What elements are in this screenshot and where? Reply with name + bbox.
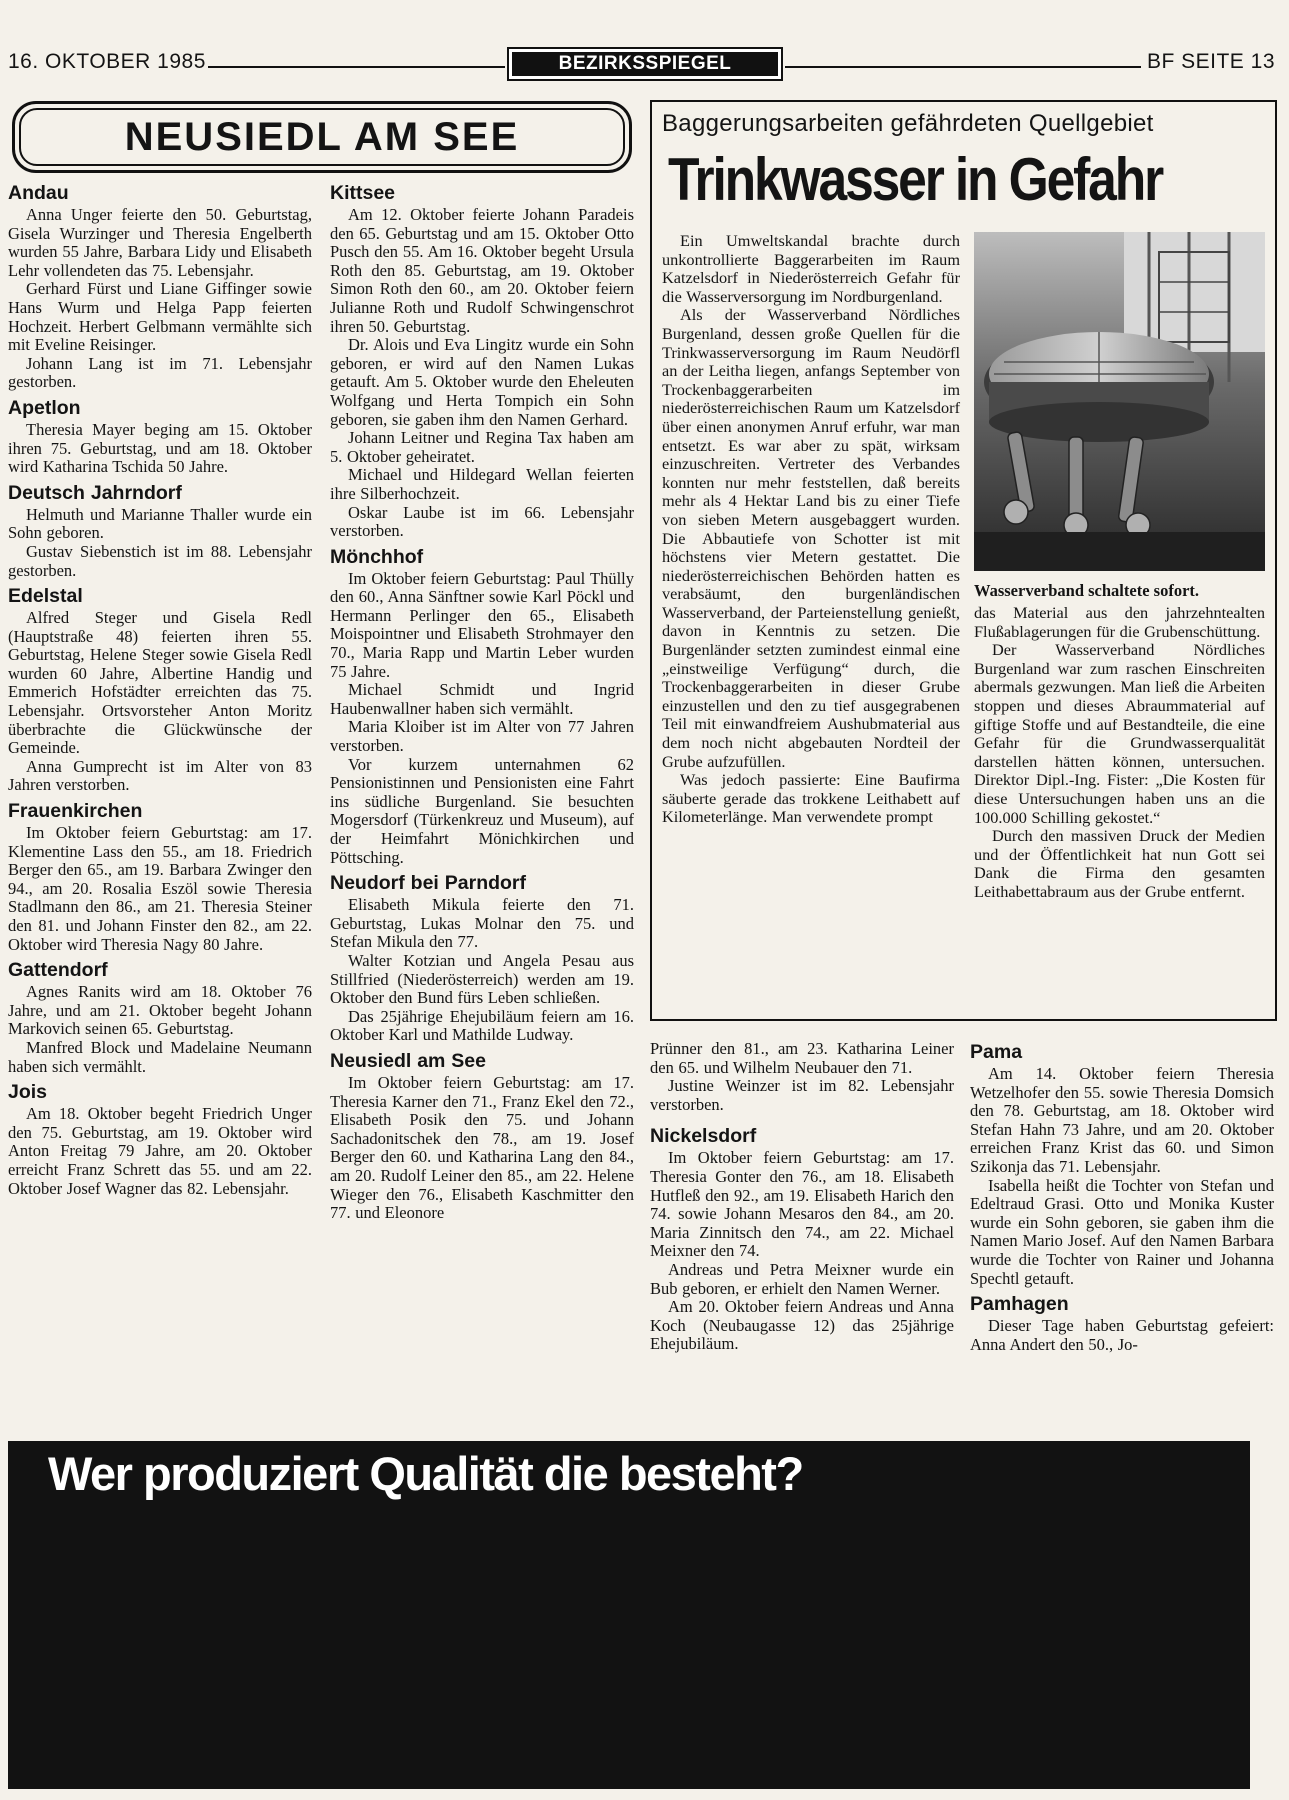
paragraph: Als der Wasserverband Nördliches Burgenland, dessen große Quellen für die Trinkwasserversorgung im Raum Neudörfl an der Leitha liegen, anfangs September von Trockenbaggerarbeiten im niederösterreichischen Raum um Katzelsdorf über einen anonymen Anruf erfuhr, war man entsetzt. Es war aber zu spät, wirksam einzuschreiten. Vertreter des Verbandes konnten nur mehr feststellen, daß bereits mehr als 4 Hektar Land bis zu einer Tiefe von sieben Metern ausgebaggert wurden. Die Abbautiefe von Schotter ist mit höchstens vier Metern gestattet. Die niederösterreichischen Behörden hatten es verabsäumt, den burgenländischen Wasserverband, der Parteienstellung genießt, davon in Kenntnis zu setzen. Die Burgenländer setzten zumindest einmal eine „einstweilige Verfügung“ durch, die Trockenbaggerarbeiten in dieser Grube einzustellen und den zu tief ausgegrabenen Teil mit einwandfreiem Aushubmaterial aus dem noch nicht abgebauten Nordteil der Grube aufzufüllen. (662, 305, 960, 771)
paragraph: Helmuth und Marianne Thaller wurde ein Sohn geboren. (8, 504, 312, 543)
paragraph: Maria Kloiber ist im Alter von 77 Jahren verstorben. (330, 717, 634, 756)
heading-frauenkirchen: Frauenkirchen (8, 800, 143, 823)
paragraph: Am 14. Oktober feiern Theresia Wetzelhofer den 55. sowie Theresia Domsich den 78. Geburtstag, am 18. Oktober wird Stefan Hahn 73 Jahre, und am 20. Oktober erreichen Franz Krist das 60. und Simon Szikonja das 71. Lebensjahr. (970, 1064, 1274, 1176)
article-photo (974, 232, 1265, 571)
heading-pamhagen: Pamhagen (970, 1293, 1069, 1316)
paragraph: Anna Unger feierte den 50. Geburtstag, Gisela Wurzinger und Theresia Engelberth wurden 55 Jahre, Barbara Lidy und Elisabeth Lehr vollendeten das 75. Lebensjahr. (8, 205, 312, 280)
heading-nickelsdorf: Nickelsdorf (650, 1125, 757, 1148)
paragraph: Was jedoch passierte: Eine Baufirma säuberte gerade das trokkene Leithabett auf Kilometerlänge. Man verwendete prompt (662, 770, 960, 827)
paragraph: Prünner den 81., am 23. Katharina Leiner den 65. und Wilhelm Neubauer den 71. (650, 1039, 954, 1077)
paragraph: Isabella heißt die Tochter von Stefan und Edeltraud Grasi. Otto und Monika Kuster wurde ein Sohn geboren, sie gaben ihm die Namen Mario Josef. Auf den Namen Barbara wurde die Tochter von Rainer und Johanna Spechtl getauft. (970, 1175, 1274, 1288)
article-column-right (974, 604, 1265, 902)
heading-edelstal: Edelstal (8, 585, 83, 608)
paragraph: Johann Lang ist im 71. Lebensjahr gestorben. (8, 353, 312, 392)
issue-date: 16. OKTOBER 1985 (8, 50, 206, 73)
paragraph: Andreas und Petra Meixner wurde ein Bub geboren, er erhielt den Namen Werner. (650, 1259, 954, 1298)
heading-deutsch-jahrndorf: Deutsch Jahrndorf (8, 481, 182, 504)
page-number: BF SEITE 13 (1146, 50, 1275, 73)
header-rule-left (208, 66, 505, 68)
paragraph: Gerhard Fürst und Liane Giffinger sowie Hans Wurm und Helga Papp feierten Hochzeit. Herbert Gelbmann vermählte sich mit Eveline Reisinger. (8, 279, 312, 355)
article-column-left (662, 232, 960, 827)
paragraph: Justine Weinzer ist im 82. Lebensjahr verstorben. (650, 1076, 954, 1114)
paragraph: Michael und Hildegard Wellan feierten ihre Silberhochzeit. (330, 465, 634, 503)
paragraph: das Material aus den jahrzehntealten Flußablagerungen für die Grubenschüttung. (974, 603, 1265, 641)
column-1 (8, 181, 312, 1198)
paragraph: Johann Leitner und Regina Tax haben am 5. Oktober geheiratet. (330, 428, 634, 466)
paragraph: Michael Schmidt und Ingrid Haubenwallner haben sich vermählt. (330, 680, 634, 718)
paragraph: Durch den massiven Druck der Medien und der Öffentlichkeit hat nun Gott sei Dank die Firma den gesamten Leithabettabraum aus der Grube entfernt. (974, 826, 1265, 901)
paragraph: Am 20. Oktober feiern Andreas und Anna Koch (Neubaugasse 12) das 25jährige Ehejubiläum. (650, 1297, 954, 1354)
paragraph: Dr. Alois und Eva Lingitz wurde ein Sohn geboren, er wird auf den Namen Lukas getauft. Am 5. Oktober wurde den Eheleuten Wolfgang und Herta Tompich ein Sohn geboren, sie gaben ihm den Namen Gerhard. (330, 335, 634, 429)
paragraph: Alfred Steger und Gisela Redl (Hauptstraße 48) feierten ihren 55. Geburtstag, Helene Steger sowie Gisela Redl wurden 60 Jahre, Albertine Handig und Emmerich Hofstädter erreichten das 75. Lebensjahr. Ortsvorsteher Anton Moritz überbrachte die Glückwünsche der Gemeinde. (8, 608, 312, 758)
paragraph: Oskar Laube ist im 66. Lebensjahr verstorben. (330, 502, 634, 541)
article-headline: Trinkwasser in Gefahr (668, 146, 1163, 213)
paragraph: Elisabeth Mikula feierte den 71. Geburtstag, Lukas Molnar den 75. und Stefan Mikula den 77. (330, 895, 634, 952)
paragraph: Vor kurzem unternahmen 62 Pensionistinnen und Pensionisten eine Fahrt ins südliche Burgenland. Sie besuchten Mogersdorf (Türkenkreuz und Museum), auf der Heimfahrt Mönichkirchen und Pöttsching. (330, 754, 634, 867)
paragraph: Walter Kotzian und Angela Pesau aus Stillfried (Niederösterreich) werden am 19. Oktober den Bund fürs Leben schließen. (330, 950, 634, 1008)
paragraph: Im Oktober feiern Geburtstag: Paul Thülly den 60., Anna Sänftner sowie Karl Pöckl und Hermann Perlinger den 65., Elisabeth Moispointner und Elisabeth Strohmayer den 70., Maria Rapp und Martin Leber wurden 75 Jahre. (330, 568, 634, 681)
paragraph: Theresia Mayer beging am 15. Oktober ihren 75. Geburtstag, und am 18. Oktober wird Katharina Tschida 50 Jahre. (8, 419, 312, 477)
section-label: BEZIRKSSPIEGEL (512, 52, 778, 76)
paragraph: Im Oktober feiern Geburtstag: am 17. Theresia Karner den 71., Franz Ekel den 72., Elisabeth Posik den 75. und Johann Sachadonitschek den 78., am 19. Josef Berger den 60. und Katharina Lang den 84., am 20. Rudolf Leiner den 85., am 22. Helene Wieger den 76., Elisabeth Kaschmitter den 77. und Eleonore (330, 1072, 634, 1223)
article-kicker: Baggerungsarbeiten gefährdeten Quellgebiet (662, 110, 1154, 137)
photo-caption: Wasserverband schaltete sofort. (974, 581, 1200, 600)
paragraph: Dieser Tage haben Geburtstag gefeiert: Anna Andert den 50., Jo- (970, 1316, 1274, 1354)
header-rule-right (785, 66, 1141, 68)
heading-apetlon: Apetlon (8, 396, 81, 419)
heading-neusiedl: Neusiedl am See (330, 1049, 486, 1072)
column-2 (330, 181, 634, 1223)
paragraph: Agnes Ranits wird am 18. Oktober 76 Jahre, und am 21. Oktober begeht Johann Markovich seinen 65. Geburtstag. (8, 982, 312, 1039)
paragraph: Das 25jährige Ehejubiläum feiern am 16. Oktober Karl und Mathilde Ludway. (330, 1006, 634, 1045)
heading-moenchhof: Mönchhof (330, 545, 424, 568)
paragraph: Gustav Siebenstich ist im 88. Lebensjahr gestorben. (8, 541, 312, 580)
section-title-frame (12, 101, 632, 173)
column-3 (650, 1040, 954, 1354)
paragraph: Manfred Block und Madelaine Neumann haben sich vermählt. (8, 1037, 312, 1076)
paragraph: Anna Gumprecht ist im Alter von 83 Jahren verstorben. (8, 756, 312, 795)
heading-pama: Pama (970, 1041, 1023, 1063)
advertisement-headline: Wer produziert Qualität die besteht? (48, 1447, 803, 1500)
section-title: NEUSIEDL AM SEE (19, 108, 625, 166)
column-4 (970, 1040, 1274, 1354)
heading-kittsee: Kittsee (330, 182, 396, 204)
paragraph: Der Wasserverband Nördliches Burgenland war zum raschen Einschreiten abermals gezwungen. Man ließ die Arbeiten stoppen und dieses Abraummaterial auf giftige Stoffe und auf Bestandteile, die eine Gefahr für die Grundwasserqualität darstellen hätten können, untersuchen. Direktor Dipl.-Ing. Fister: „Die Kosten für diese Untersuchungen haben uns an die 100.000 Schilling gekostet.“ (974, 640, 1265, 827)
heading-andau: Andau (8, 182, 69, 204)
paragraph: Im Oktober feiern Geburtstag: am 17. Theresia Gonter den 76., am 18. Elisabeth Hutfleß den 92., am 19. Elisabeth Harich den 74. sowie Johann Mesaros den 84., am 20. Maria Zinnitsch den 74., am 22. Michael Meixner den 74. (650, 1148, 954, 1261)
heading-neudorf: Neudorf bei Parndorf (330, 872, 527, 895)
paragraph: Am 12. Oktober feierte Johann Paradeis den 65. Geburtstag und am 15. Oktober Otto Pusch den 55. Am 16. Oktober begeht Ursula Roth den 85. Geburtstag, am 19. Oktober Simon Roth den 60., am 20. Oktober feiern Julianne Roth und Rudolf Schwingenschrot ihren 50. Geburtstag. (330, 205, 634, 336)
paragraph: Am 18. Oktober begeht Friedrich Unger den 75. Geburtstag, am 19. Oktober wird Anton Freitag 79 Jahre, am 20. Oktober erreicht Franz Schrett das 55. und am 22. Oktober Josef Wagner das 82. Lebensjahr. (8, 1104, 312, 1198)
heading-gattendorf: Gattendorf (8, 959, 108, 982)
paragraph: Ein Umweltskandal brachte durch unkontrollierte Baggerarbeiten im Raum Katzelsdorf in Niederösterreich Gefahr für die Wasserversorgung im Nordburgenland. (662, 231, 960, 306)
section-label-box (507, 47, 783, 81)
heading-jois: Jois (8, 1081, 48, 1104)
paragraph: Im Oktober feiern Geburtstag: am 17. Klementine Lass den 55., am 18. Friedrich Berger den 65., am 19. Barbara Zwinger den 94., am 20. Rosalia Eszöl sowie Theresia Stadlmann den 86., am 21. Theresia Steiner den 81. und Johann Finster den 82., am 22. Oktober wird Theresia Nagy 80 Jahre. (8, 823, 312, 954)
